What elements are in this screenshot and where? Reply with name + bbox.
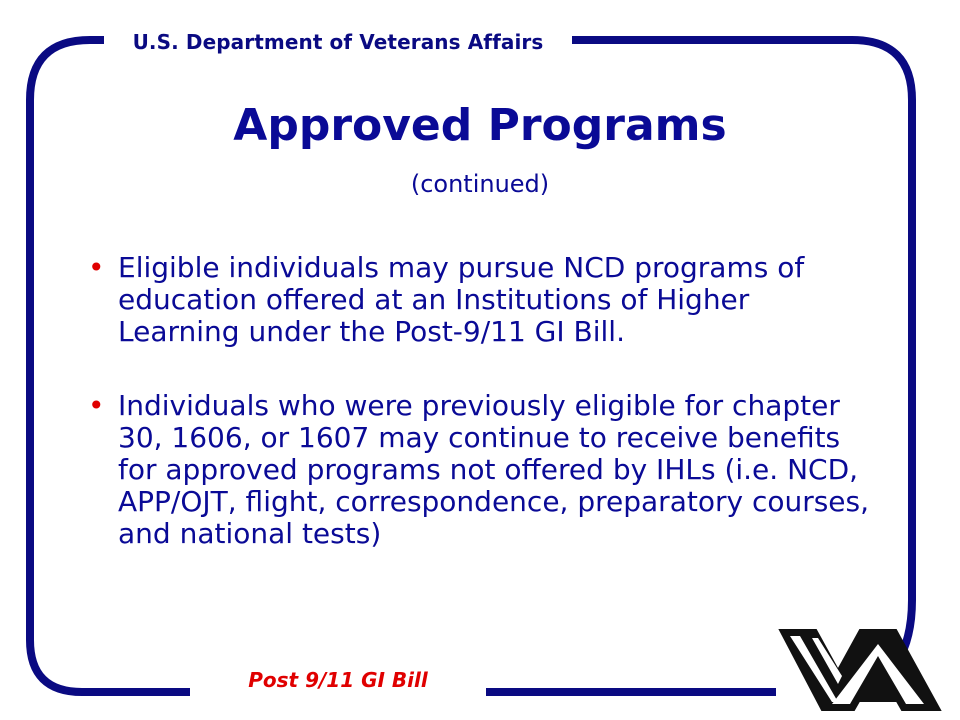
page-title: Approved Programs (233, 100, 727, 151)
bullet-text: Individuals who were previously eligible for chapter 30, 1606, or 1607 may continue to receive benefits for approved programs not offered by IHLs (i.e. NCD, APP/OJT, flight, correspondence, preparatory courses, and national tests) (118, 389, 870, 550)
page-subtitle: (continued) (410, 170, 550, 198)
bullet-text: Eligible individuals may pursue NCD programs of education offered at an Institutions of Higher Learning under the Post-9/11 GI Bill. (118, 251, 805, 348)
bullet-icon: • (88, 389, 105, 422)
va-logo-icon (778, 626, 942, 714)
footer-label: Post 9/11 GI Bill (248, 668, 428, 692)
bullet-item (88, 390, 878, 550)
header-org-name: U.S. Department of Veterans Affairs (132, 30, 544, 54)
bullet-icon: • (88, 251, 105, 284)
bullet-item (88, 252, 878, 348)
bullet-list (88, 252, 878, 592)
